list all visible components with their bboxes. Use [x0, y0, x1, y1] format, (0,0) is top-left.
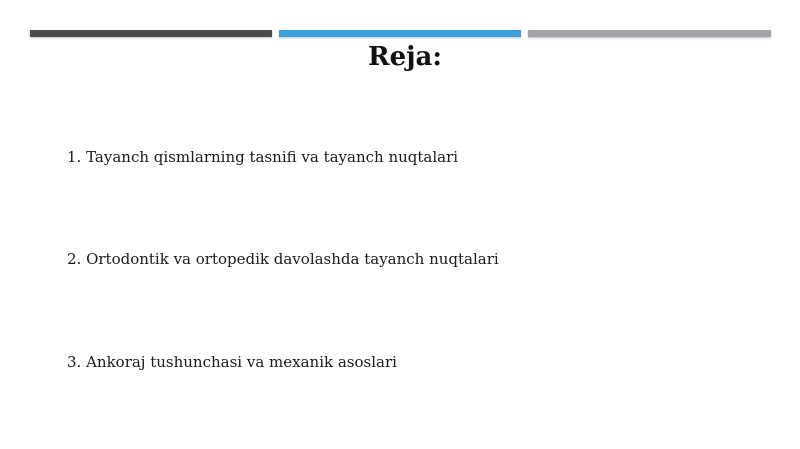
- header-bar-blue: [279, 30, 521, 37]
- plan-item-2: 2. Ortodontik va ortopedik davolashda tayanch nuqtalari: [67, 250, 499, 268]
- plan-item-1: 1. Tayanch qismlarning tasnifi va tayanch nuqtalari: [67, 148, 459, 166]
- header-bar-gray: [528, 30, 771, 37]
- plan-item-3: 3. Ankoraj tushunchasi va mexanik asoslari: [67, 353, 397, 371]
- header-bar-dark: [30, 30, 272, 37]
- slide-title: Reja:: [367, 42, 442, 72]
